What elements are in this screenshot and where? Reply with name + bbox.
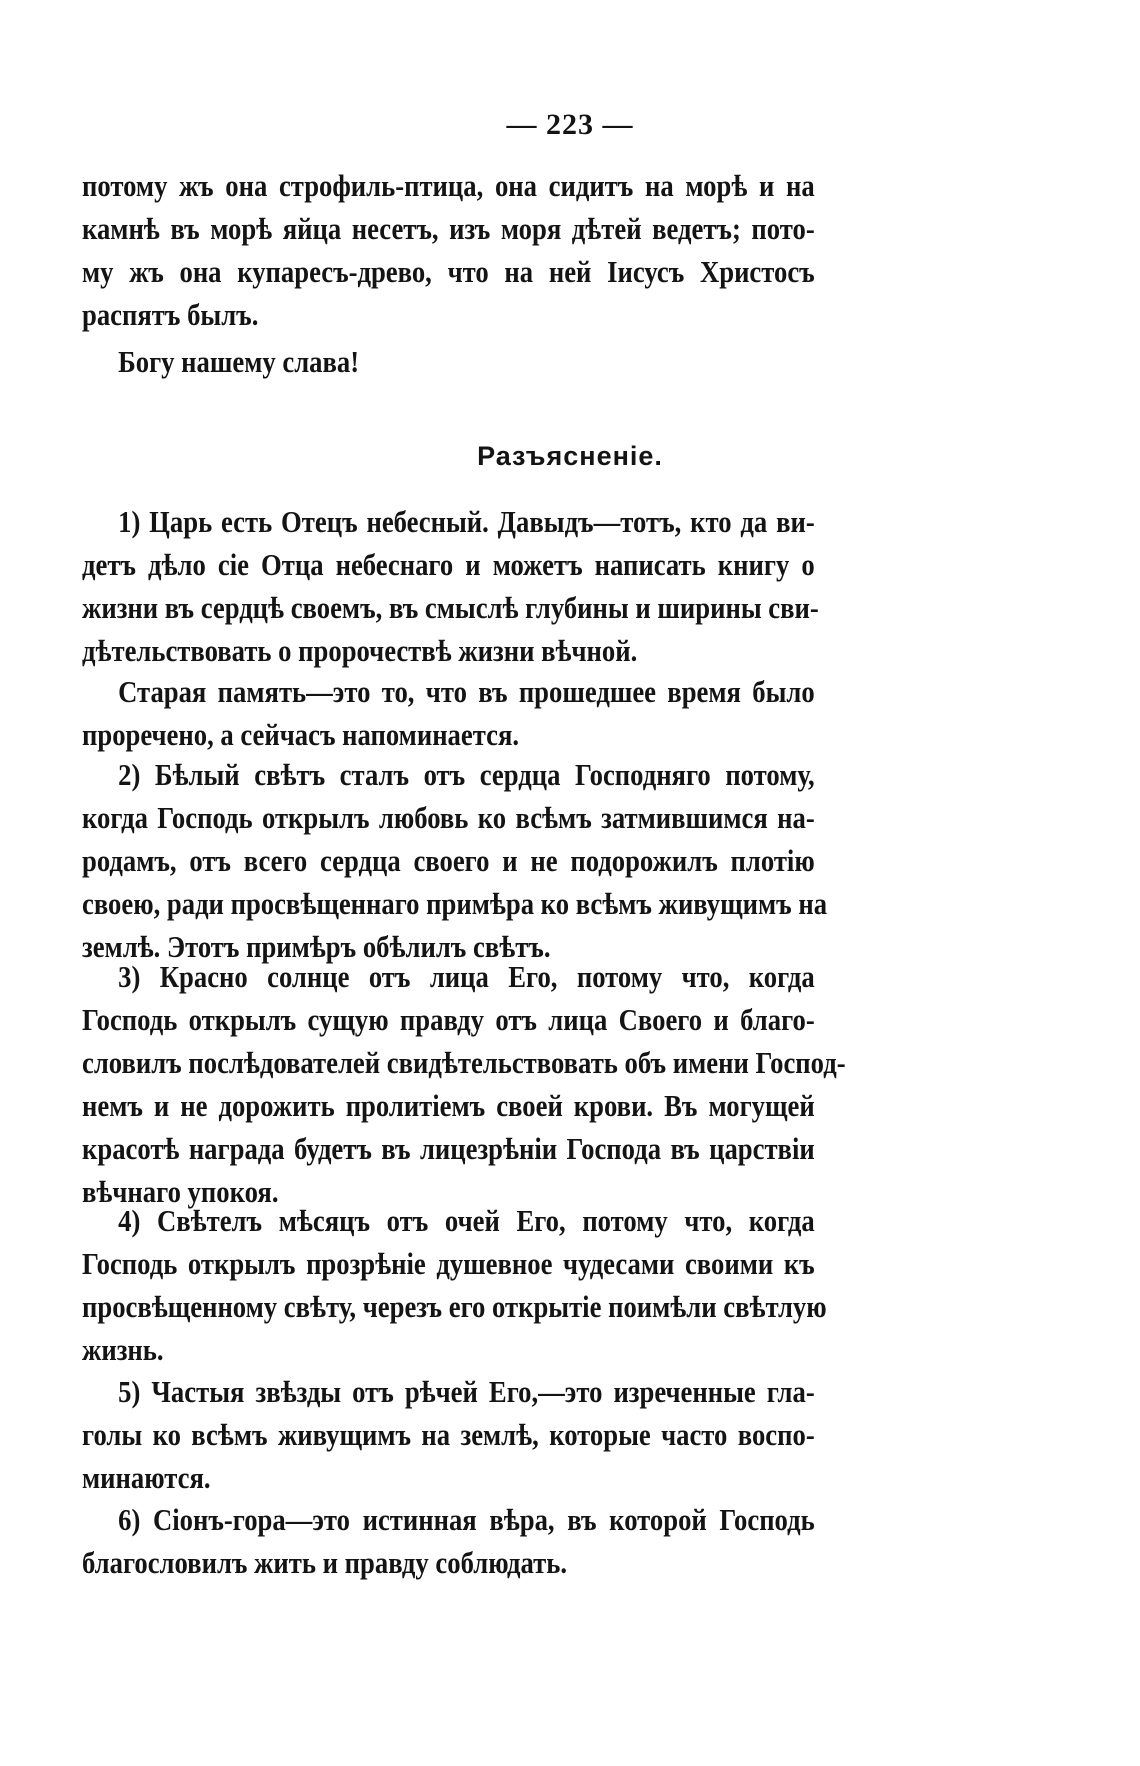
text-line: красотѣ награда будетъ въ лицезрѣніи Господа въ царствіи [82, 1131, 815, 1166]
explanation-item-3 [82, 955, 846, 1213]
text-line: своею, ради просвѣщеннаго примѣра ко всѣмъ живущимъ на [82, 886, 828, 921]
text-line: 2) Бѣлый свѣтъ сталъ отъ сердца Господняго потому, [118, 757, 815, 792]
text-line: Богу нашему слава! [118, 344, 360, 379]
text-line: 5) Частыя звѣзды отъ рѣчей Его,—это изреченные гла- [118, 1374, 815, 1409]
text-line: немъ и не дорожить пролитіемъ своей крови. Въ могущей [82, 1088, 815, 1123]
text-line: словилъ послѣдователей свидѣтельствовать объ имени Господ- [82, 1045, 846, 1080]
explanation-item-5 [82, 1370, 815, 1499]
text-line: детъ дѣло сіе Отца небеснаго и можетъ написать книгу о [82, 547, 815, 582]
page-number: — 223 — [506, 108, 634, 141]
explanation-item-2 [82, 753, 828, 968]
text-line: когда Господь открылъ любовь ко всѣмъ затмившимся на- [82, 800, 815, 835]
text-line: дѣтельствовать о пророчествѣ жизни вѣчной. [82, 633, 638, 668]
text-line: благословилъ жить и правду соблюдать. [82, 1545, 568, 1580]
text-line: землѣ. Этотъ примѣръ обѣлилъ свѣтъ. [82, 929, 551, 964]
doxology-paragraph [82, 340, 815, 383]
explanation-item-4 [82, 1199, 827, 1371]
text-line: жизнь. [82, 1332, 164, 1367]
text-line: минаются. [82, 1460, 211, 1495]
section-heading: Разъясненіе. [477, 441, 663, 471]
text-line: проречено, а сейчасъ напоминается. [82, 717, 520, 752]
explanation-item-6 [82, 1498, 815, 1584]
text-line: Господь открылъ прозрѣніе душевное чудесами своими къ [82, 1246, 815, 1281]
text-line: 6) Сіонъ-гора—это истинная вѣра, въ которой Господь [118, 1502, 815, 1537]
text-line: 1) Царь есть Отецъ небесный. Давыдъ—тотъ, кто да ви- [118, 504, 815, 539]
text-line: потому жъ она строфиль-птица, она сидитъ на морѣ и на [82, 168, 815, 203]
text-line: Господь открылъ сущую правду отъ лица Своего и благо- [82, 1002, 815, 1037]
text-line: вѣчнаго упокоя. [82, 1174, 279, 1209]
text-line: жизни въ сердцѣ своемъ, въ смыслѣ глубины и ширины сви- [82, 590, 819, 625]
text-line: камнѣ въ морѣ яйца несетъ, изъ моря дѣтей ведетъ; пото- [82, 211, 815, 246]
explanation-old-memory [82, 670, 815, 756]
text-line: голы ко всѣмъ живущимъ на землѣ, которые часто воспо- [82, 1417, 815, 1452]
text-line: 4) Свѣтелъ мѣсяцъ отъ очей Его, потому что, когда [118, 1203, 815, 1238]
text-line: просвѣщенному свѣту, черезъ его открытіе поимѣли свѣтлую [82, 1289, 827, 1324]
text-line: му жъ она купаресъ-древо, что на ней Іисусъ Христосъ [82, 254, 815, 289]
text-line: Старая память—это то, что въ прошедшее время было [118, 674, 815, 709]
text-line: распятъ былъ. [82, 297, 259, 332]
explanation-item-1 [82, 500, 819, 672]
intro-paragraph [82, 164, 815, 336]
text-line: 3) Красно солнце отъ лица Его, потому что, когда [118, 959, 815, 994]
text-line: родамъ, отъ всего сердца своего и не подорожилъ плотію [82, 843, 815, 878]
